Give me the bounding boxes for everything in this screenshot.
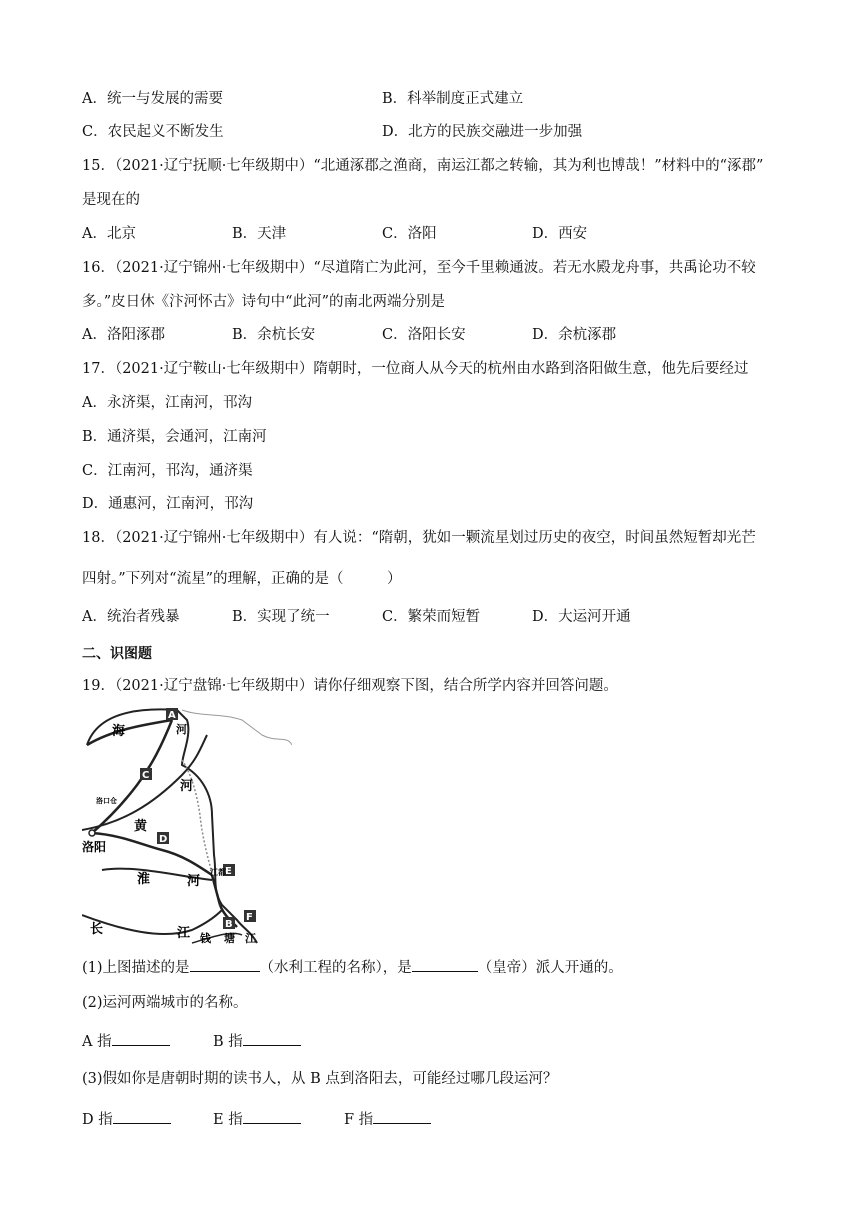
q19-f-label: F 指 <box>344 1112 374 1128</box>
q17-option-d: D．通惠河，江南河，邗沟 <box>82 496 254 512</box>
q16-option-c: C．洛阳长安 <box>382 327 466 343</box>
q19-sub3: (3)假如你是唐朝时期的读书人，从 B 点到洛阳去，可能经过哪几段运河？ <box>82 1071 558 1087</box>
q17-option-a: A．永济渠，江南河，邗沟 <box>82 395 252 411</box>
q19-a-fill <box>82 1031 170 1052</box>
label-he2: 河 <box>180 779 194 794</box>
q19-e-blank[interactable] <box>243 1109 301 1124</box>
q15-stem-line1: 15．（2021·辽宁抚顺·七年级期中）“北通涿郡之渔商，南运江都之转输，其为利也博哉！”材料中的“涿郡” <box>82 158 764 174</box>
q19-e-label: E 指 <box>213 1112 243 1128</box>
marker-e-label: E <box>225 866 232 877</box>
label-huai: 淮 <box>137 872 151 887</box>
label-chang: 长 <box>90 922 104 937</box>
q19-stem-line1: 19．（2021·辽宁盘锦·七年级期中）请你仔细观察下图，结合所学内容并回答问题。 <box>82 678 618 694</box>
luoyang-dot <box>89 830 95 836</box>
q18-stem-line1: 18．（2021·辽宁锦州·七年级期中）有人说：“隋朝，犹如一颗流星划过历史的夜空，时间虽然短暂却光芒 <box>82 530 756 546</box>
q19-b-fill <box>213 1031 301 1052</box>
q16-option-a: A．洛阳涿郡 <box>82 327 165 343</box>
label-tang: 塘 <box>224 932 235 945</box>
q18-stem-line2: 四射。”下列对“流星”的理解，正确的是（ ） <box>82 571 402 587</box>
q19-f-blank[interactable] <box>373 1109 431 1124</box>
marker-a-label: A <box>168 710 176 721</box>
q19-e-fill <box>213 1109 301 1130</box>
label-jiang2: 江 <box>245 932 256 945</box>
marker-f-label: F <box>246 912 253 923</box>
q19-sub2: (2)运河两端城市的名称。 <box>82 995 248 1011</box>
q16-stem-line2: 多。”皮日休《汴河怀古》诗句中“此河”的南北两端分别是 <box>82 294 445 310</box>
q15-option-b: B．天津 <box>232 226 287 242</box>
q19-f-fill <box>344 1109 431 1130</box>
q14-option-b: B．科举制度正式建立 <box>382 91 524 107</box>
q14-option-a: A．统一与发展的需要 <box>82 91 223 107</box>
label-he1: 河 <box>176 723 187 736</box>
q18-option-d: D．大运河开通 <box>532 609 631 625</box>
q17-option-b: B．通济渠，会通河，江南河 <box>82 429 267 445</box>
label-jiangdu: 江都 <box>210 868 226 877</box>
q18-option-a: A．统治者残暴 <box>82 609 180 625</box>
q19-sub1-part-c: （皇帝）派人开通的。 <box>477 960 623 976</box>
map-svg <box>82 705 292 945</box>
northeast-coast <box>182 710 292 745</box>
q18-option-c: C．繁荣而短暂 <box>382 609 481 625</box>
q18-option-b: B．实现了统一 <box>232 609 330 625</box>
label-he3: 河 <box>187 874 201 889</box>
q19-b-label: B 指 <box>213 1034 243 1050</box>
q19-d-fill <box>82 1109 171 1130</box>
q19-sub1-part-a: (1)上图描述的是 <box>82 960 190 976</box>
label-huang: 黄 <box>134 819 148 834</box>
label-jiang: 江 <box>177 926 191 941</box>
q15-stem-line2: 是现在的 <box>82 192 140 208</box>
label-hai: 海 <box>112 724 126 739</box>
q15-option-a: A．北京 <box>82 226 136 242</box>
q19-sub1-part-b: （水利工程的名称），是 <box>259 960 412 976</box>
q19-a-blank[interactable] <box>112 1031 170 1046</box>
q14-option-d: D．北方的民族交融进一步加强 <box>382 124 583 140</box>
q19-sub1 <box>82 957 623 978</box>
grand-canal-map <box>82 705 292 945</box>
q19-sub1-blank-canal[interactable] <box>190 957 260 972</box>
q14-option-c: C．农民起义不断发生 <box>82 124 224 140</box>
q16-stem-line1: 16．（2021·辽宁锦州·七年级期中）“尽道隋亡为此河，至今千里赖通波。若无水殿龙舟事，共禹论功不较 <box>82 260 756 276</box>
q17-stem-line1: 17．（2021·辽宁鞍山·七年级期中）隋朝时，一位商人从今天的杭州由水路到洛阳做生意，他先后要经过 <box>82 361 749 377</box>
q19-a-label: A 指 <box>82 1034 112 1050</box>
q16-option-d: D．余杭涿郡 <box>532 327 617 343</box>
coastline <box>87 709 257 943</box>
label-luokoucang: 洛口仓 <box>96 797 117 805</box>
section-heading: 二、识图题 <box>82 646 152 662</box>
q19-sub1-blank-emperor[interactable] <box>412 957 478 972</box>
q19-b-blank[interactable] <box>243 1031 301 1046</box>
q15-option-c: C．洛阳 <box>382 226 437 242</box>
q15-option-d: D．西安 <box>532 226 588 242</box>
label-qian: 钱 <box>200 932 211 945</box>
hai-river <box>87 720 172 745</box>
q17-option-c: C．江南河，邗沟，通济渠 <box>82 463 253 479</box>
q16-option-b: B．余杭长安 <box>232 327 316 343</box>
q19-d-blank[interactable] <box>113 1109 171 1124</box>
label-luoyang: 洛阳 <box>82 840 107 854</box>
marker-d-label: D <box>159 834 168 845</box>
marker-b-label: B <box>225 919 233 930</box>
marker-c-label: C <box>142 770 150 781</box>
q19-d-label: D 指 <box>82 1112 113 1128</box>
